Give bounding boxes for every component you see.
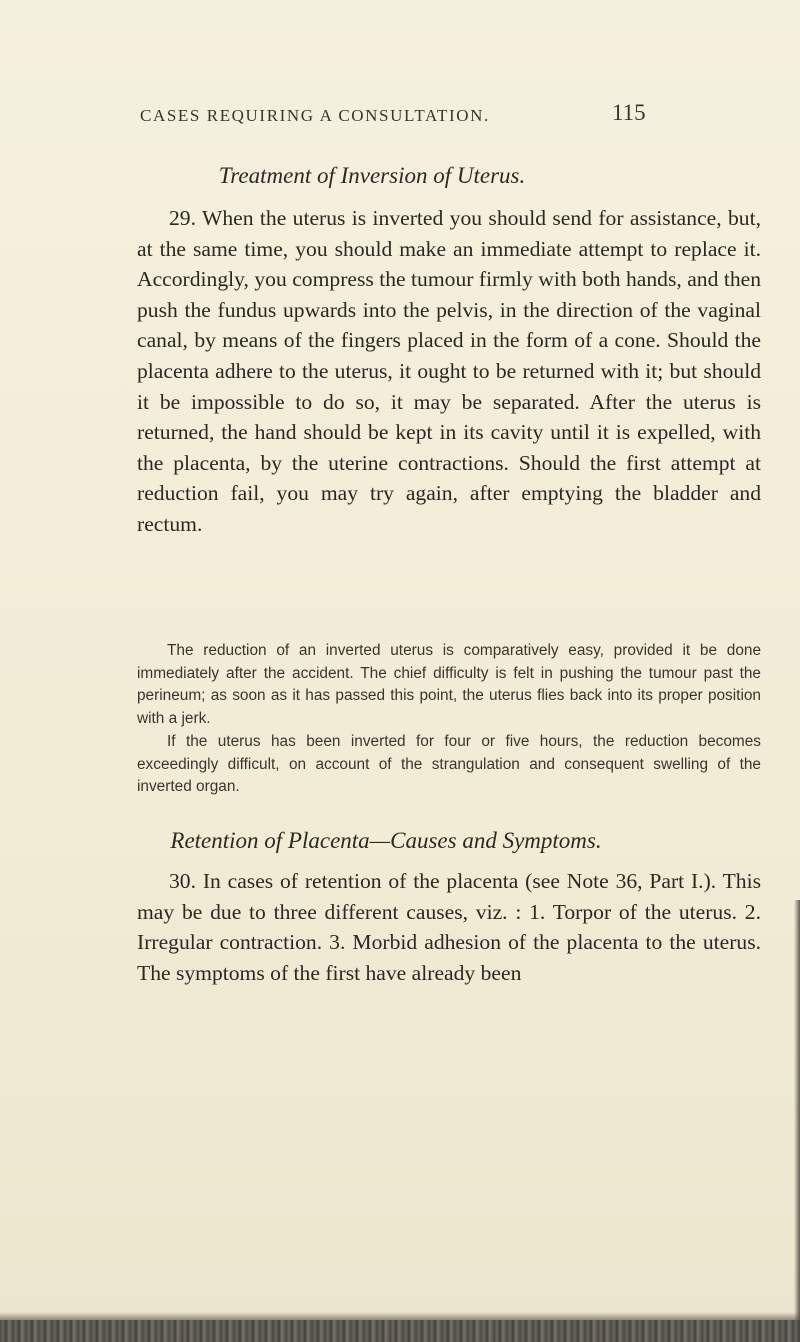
note-paragraph: The reduction of an inverted uterus is comparatively easy, provided it be done immediately after the accident. The chief difficulty is felt in pushing the tumour past the perineum; as soon as it has passed this point, the uterus flies back into its proper position with a jerk. xyxy=(137,642,761,728)
paragraph-30: 30. In cases of retention of the placenta (see Note 36, Part I.). This may be due to three different causes, viz. : 1. Torpor of the uterus. 2. Irregular contraction. 3. Morbid adhesion of the placenta to the uterus. The symptoms of the first have already been xyxy=(137,869,761,985)
scan-shadow xyxy=(0,1312,800,1320)
section-heading-inversion: Treatment of Inversion of Uterus. xyxy=(218,163,526,188)
page-edge-shadow xyxy=(794,900,800,1320)
scan-edge-band xyxy=(0,1320,800,1342)
running-head xyxy=(140,100,760,130)
paragraph-29: 29. When the uterus is inverted you should send for assistance, but, at the same time, you should make an immediate attempt to replace it. Accordingly, you compress the tumour firmly with both hands, and then push the fundus upwards into the pelvis, in the direction of the vaginal canal, by means of the fingers placed in the form of a cone. Should the placenta adhere to the uterus, it ought to be returned with it; but should it be impossible to do so, it may be separated. After the uterus is returned, the hand should be kept in its cavity until it is expelled, with the placenta, by the uterine contractions. Should the first attempt at reduction fail, you may try again, after emptying the bladder and rectum. xyxy=(137,206,761,536)
section-heading-retention: Retention of Placenta—Causes and Symptoms. xyxy=(170,828,602,853)
running-title: CASES REQUIRING A CONSULTATION. xyxy=(140,106,490,125)
page-number: 115 xyxy=(612,100,646,125)
note-paragraph: If the uterus has been inverted for four or five hours, the reduction becomes exceedingly difficult, on account of the strangulation and consequent swelling of the inverted organ. xyxy=(137,733,761,796)
